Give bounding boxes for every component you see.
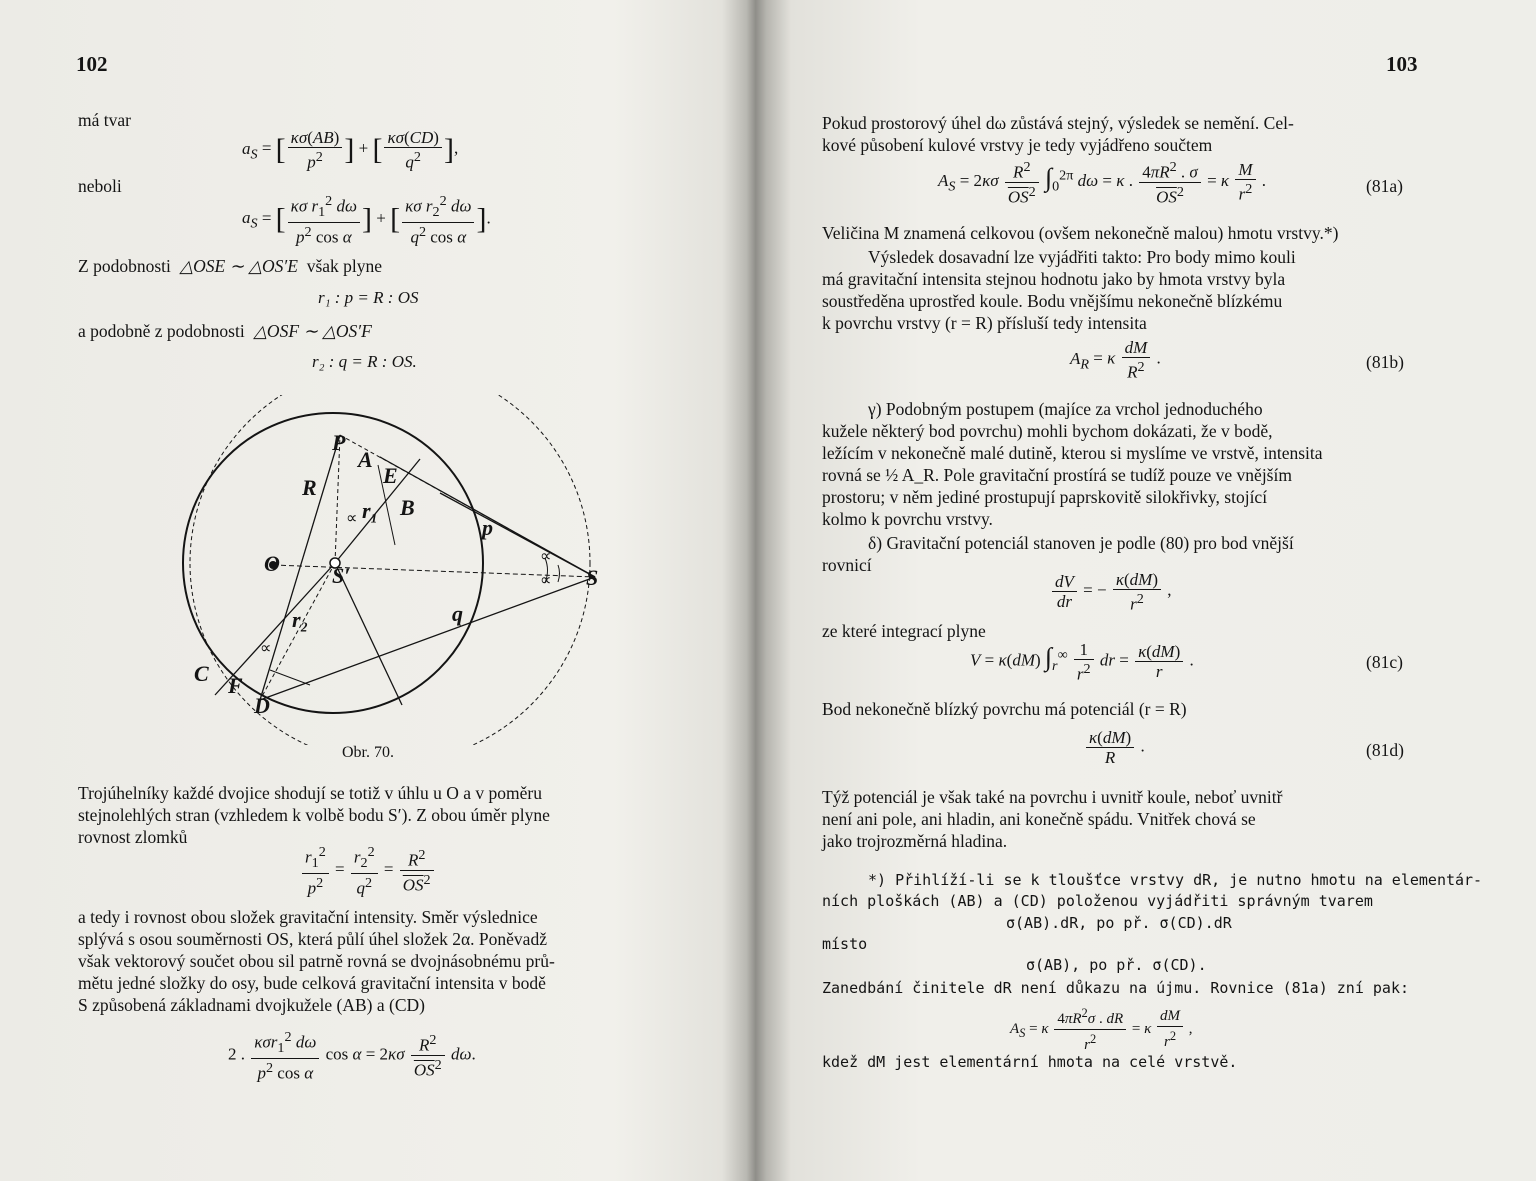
equation: $a_S$ = [ $\frac{\kappa\sigma r_1^2 d\omega}{p^2 \cos \alpha}$ ] + [ $\frac{\kappa\sigma r_2^2 d\omega}{q^2 \cos \alpha}$ ]. (242, 193, 491, 247)
text-line: kolmo k povrchu vrstvy. (822, 509, 993, 529)
equation: r₂ : q = R : OS. (312, 352, 417, 371)
label-B: B (400, 495, 415, 520)
text-line: Bod nekonečně blízký povrchu má potenciál (r = R) (822, 699, 1187, 719)
equation-number: (81d) (1366, 740, 1404, 760)
text-line: ze které integrací plyne (822, 621, 986, 641)
text-line: Veličina M znamená celkovou (ovšem nekonečně malou) hmotu vrstvy.*) (822, 223, 1339, 243)
text-line: soustředěna uprostřed koule. Bodu vnějšímu nekonečně blízkému (822, 291, 1283, 311)
text-line: S způsobená základnami dvojkužele (AB) a (CD) (78, 995, 425, 1015)
label-p: p (482, 515, 493, 540)
text-line: mětu jedné složky do osy, bude celková gravitační intensita v bodě (78, 973, 546, 993)
equation: V = κ(dM) $\int_r^\infty$ $\frac{1}{r^2}$ dr = $\frac{\kappa(dM)}{r}$ . (970, 640, 1194, 684)
footnote-line: σ(AB), po př. σ(CD). (1026, 956, 1207, 974)
label-alpha: ∝ (540, 548, 552, 565)
text-line: Výsledek dosavadní lze vyjádřiti takto: Pro body mimo kouli (868, 247, 1296, 267)
label-R: R (302, 475, 317, 500)
label-O: O (264, 551, 280, 576)
text-line: neboli (78, 176, 122, 196)
label-alpha: ∝ (260, 640, 272, 657)
footnote-line: σ(AB).dR, po př. σ(CD).dR (1006, 914, 1232, 932)
equation: $\frac{dV}{dr}$ = − $\frac{\kappa(dM)}{r^2}$ , (1050, 570, 1172, 614)
text-line: není ani pole, ani hladin, ani konečně spádu. Vnitřek chová se (822, 809, 1256, 829)
text-line: a tedy i rovnost obou složek gravitační intensity. Směr výslednice (78, 907, 538, 927)
footnote-line: kdež dM jest elementární hmota na celé vrstvě. (822, 1053, 1238, 1071)
label-C: C (194, 661, 209, 686)
text-line: rovnost zlomků (78, 827, 188, 847)
label-A: A (358, 447, 373, 472)
label-r2: r₂ (292, 607, 309, 632)
label-S-prime: S′ (332, 563, 351, 588)
figure-70-diagram (140, 395, 620, 745)
label-F: F (228, 673, 243, 698)
text-line: kužele některý bod povrchu) mohli bychom dokázati, že v bodě, (822, 421, 1273, 441)
equation: 2 . $\frac{\kappa\sigma r_1^2 d\omega}{p^2 \cos \alpha}$ cos α = 2κσ $\frac{R^2}{\overline{OS}^2}$ dω. (228, 1029, 476, 1083)
text-line: ležícím v nekonečně malé dutině, kterou si myslíme ve vrstvě, intensita (822, 443, 1323, 463)
text-line: však vektorový součet obou sil patrně rovná se dvojnásobnému prů- (78, 951, 555, 971)
footnote-line: místo (822, 935, 868, 953)
equation: $A_S = 2\kappa\sigma$ $\frac{R^2}{\overline{OS}^2}$ $\int_0^{2\pi}$ dω = κ . $\frac{4\pi R^2 . \sigma}{\overline{OS}^2}$ = κ $\frac{M}{r^2}$ . (938, 159, 1266, 207)
text-line: Pokud prostorový úhel dω zůstává stejný, výsledek se nemění. Cel- (822, 113, 1294, 133)
label-r1: r₁ (362, 498, 379, 523)
label-P: P (332, 430, 346, 455)
equation-number: (81b) (1366, 352, 1404, 372)
text-line: má tvar (78, 110, 131, 130)
text-line: γ) Podobným postupem (majíce za vrchol jednoduchého (868, 399, 1263, 419)
text-line: rovnicí (822, 555, 872, 575)
text-line: δ) Gravitační potenciál stanoven je podle (80) pro bod vnější (868, 533, 1294, 553)
label-alpha: ∝ (346, 510, 358, 527)
label-D: D (254, 693, 270, 718)
equation: $A_R = \kappa$ $\frac{dM}{R^2}$ . (1070, 338, 1161, 382)
text-line: k povrchu vrstvy (r = R) přísluší tedy intensita (822, 313, 1147, 333)
equation: $A_S = \kappa$ $\frac{4\pi R^2\sigma . dR}{r^2}$ = κ $\frac{dM}{r^2}$ , (1010, 1006, 1193, 1053)
equation: $\frac{r_1^2}{p^2}$ = $\frac{r_2^2}{q^2}$ = $\frac{R^2}{\overline{OS}^2}$ (300, 843, 436, 898)
label-S: S (586, 565, 599, 590)
text-line: stejnolehlých stran (vzhledem k volbě bodu S′). Z obou úměr plyne (78, 805, 550, 825)
page-number-left: 102 (76, 52, 108, 76)
text-line: rovná se ½ A_R. Pole gravitační prostírá se tudíž pouze ve vnějším (822, 465, 1292, 485)
equation: $a_S$ = [ $\frac{\kappa\sigma(AB)}{p^2}$ ] + [ $\frac{\kappa\sigma(CD)}{q^2}$ ], (242, 128, 459, 172)
equation-number: (81c) (1366, 652, 1403, 672)
equation: r₁ : p = R : OS (318, 288, 419, 307)
label-alpha: ∝ (540, 572, 552, 589)
footnote-line: ních ploškách (AB) a (CD) položenou vyjádřiti správným tvarem (822, 892, 1373, 910)
label-q: q (452, 601, 463, 626)
text-line: splývá s osou souměrnosti OS, která půlí úhel složek 2α. Poněvadž (78, 929, 547, 949)
footnote-line: Zanedbání činitele dR není důkazu na újmu. Rovnice (81a) zní pak: (822, 979, 1409, 997)
page-number-right: 103 (1386, 52, 1418, 76)
right-page (750, 0, 1536, 1181)
text-line: má gravitační intensita stejnou hodnotu jako by hmota vrstvy byla (822, 269, 1286, 289)
text-line: Z podobnosti △OSE ∼ △OS′E však plyne (78, 256, 383, 276)
text-line: a podobně z podobnosti △OSF ∼ △OS′F (78, 321, 372, 341)
text-line: Týž potenciál je však také na povrchu i uvnitř koule, neboť uvnitř (822, 787, 1283, 807)
label-E: E (383, 463, 398, 488)
text-line: prostoru; v něm jediné prostupují paprskovitě silokřivky, stojící (822, 487, 1268, 507)
left-page (0, 0, 735, 1181)
text-line: Trojúhelníky každé dvojice shodují se totiž v úhlu u O a v poměru (78, 783, 543, 803)
figure-caption: Obr. 70. (342, 744, 394, 761)
text-line: kové působení kulové vrstvy je tedy vyjádřeno součtem (822, 135, 1213, 155)
equation: $\frac{\kappa(dM)}{R}$ . (1084, 728, 1145, 767)
equation-number: (81a) (1366, 176, 1403, 196)
footnote-line: *) Přihlíží-li se k tloušťce vrstvy dR, je nutno hmotu na elementár- (868, 871, 1483, 889)
text-line: jako trojrozměrná hladina. (822, 831, 1008, 851)
